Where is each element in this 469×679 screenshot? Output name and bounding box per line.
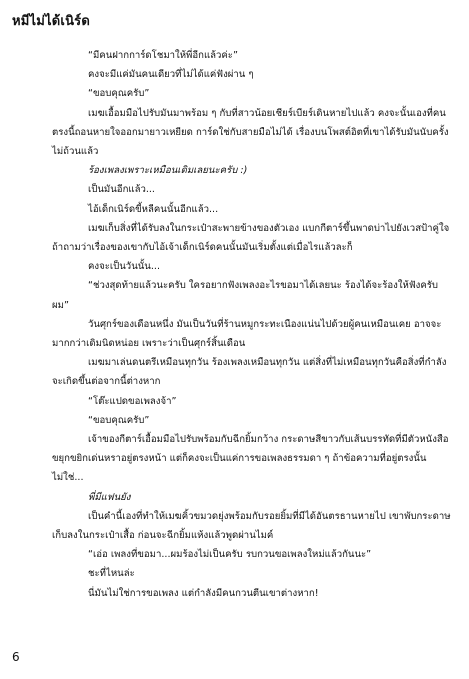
paragraph: เป็นมันอีกแล้ว... [88, 184, 155, 196]
paragraph: “เอ่อ เพลงที่ขอมา...ผมร้องไม่เป็นครับ รบกวนขอเพลงใหม่แล้วกันนะ” [88, 549, 372, 561]
paragraph: “ช่วงสุดท้ายแล้วนะครับ ใครอยากฟังเพลงอะไรขอมาได้เลยนะ ร้องได้จะร้องให้ฟังครับผม” [52, 280, 439, 311]
paragraph: เมฆมาเล่นดนตรีเหมือนทุกวัน ร้องเพลงเหมือนทุกวัน แต่สิ่งที่ไม่เหมือนทุกวันคือสิ่งที่กำลังจะเกิดขึ้นต่อจากนี้ต่างหาก [52, 357, 447, 388]
italic-note: พี่มีแฟนยัง [88, 491, 131, 503]
page-body [52, 46, 452, 603]
paragraph: เมฆเอื้อมมือไปรับมันมาพร้อม ๆ กับที่สาวน้อยเชียร์เบียร์เดินหายไปแล้ว คงจะนั้นเองที่คนตรงนี้ถอนหายใจออกมายาวเหยียด การ์ดใช่กับสายมือไม่ได้ เรื่องบนโพสต์อิตที่เขาได้รับมันนับครั้งไม่ถ้วนแล้ว [52, 107, 449, 158]
book-title-header: หมีไม่ได้เนิร์ด [12, 14, 90, 29]
paragraph: นี่มันไม่ใช่การขอเพลง แต่กำลังมีคนกวนตีนเขาต่างหาก! [88, 587, 319, 599]
page-number: 6 [12, 650, 20, 664]
paragraph: “ขอบคุณครับ” [88, 414, 150, 426]
paragraph: ไอ้เด็กเนิร์ดขี้หลีคนนั้นอีกแล้ว... [88, 203, 219, 215]
paragraph: “ขอบคุณครับ” [88, 88, 150, 100]
paragraph: ชะที่ไหนล่ะ [88, 568, 135, 580]
paragraph: วันศุกร์ของเดือนหนึ่ง มันเป็นวันที่ร้านหมูกระทะเนืองแน่นไปด้วยผู้คนเหมือนเคย อาจจะมากกว่าเดิมนิดหน่อย เพราะว่าเป็นศุกร์สิ้นเดือน [52, 318, 442, 350]
italic-note: ร้องเพลงเพราะเหมือนเดิมเลยนะครับ :) [88, 165, 248, 177]
paragraph: คงจะมีแค่มันคนเดียวที่ไม่ได้แค่ฟังผ่าน ๆ [88, 69, 254, 81]
paragraph: “มีคนฝากการ์ดโชมาให้พี่อีกแล้วค่ะ” [88, 50, 238, 61]
paragraph: เป็นคำนี้เองที่ทำให้เมฆคิ้วขมวดยุ่งพร้อมกับรอยยิ้มที่มีได้อันตรธานหายไป เขาพับกระดาษเก็บลงในกระเป๋าเสื้อ ก่อนจะฉีกยิ้มแห้งแล้วพูดผ่านไมค์ [52, 510, 451, 542]
paragraph: คงจะเป็นวันนั้น... [88, 261, 161, 273]
paragraph: เมฆเก็บสิ่งที่ได้รับลงในกระเป๋าสะพายข้างของตัวเอง แบกกีตาร์ขึ้นพาดบ่าไปยังเวสป้าคู่ใจ ถ้าถามว่าเรื่องของเขากับไอ้เจ้าเด็กเนิร์ดคนนั้นมันเริ่มตั้งแต่เมื่อไรแล้วละก็ [52, 222, 450, 254]
paragraph: “โต๊ะแปดขอเพลงจ้า” [88, 395, 177, 407]
paragraph: เจ้าของกีตาร์เอื้อมมือไปรับพร้อมกับฉีกยิ้มกว้าง กระดาษสีขาวกับเส้นบรรทัดที่มีตัวหนังสือขยุกขยิกเด่นหราอยู่ตรงหน้า แต่ก็คงจะเป็นแค่การขอเพลงธรรมดา ๆ ถ้าข้อความที่อยู่ตรงนั้นไม่ใช่... [52, 434, 449, 484]
